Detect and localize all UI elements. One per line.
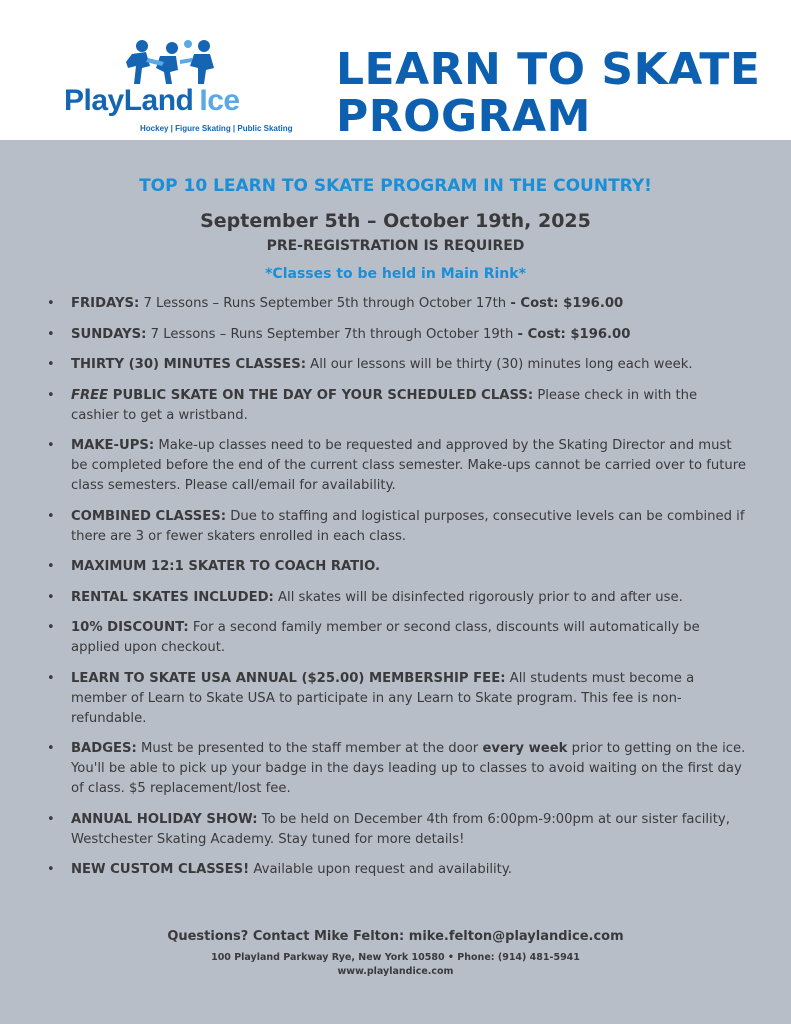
- list-item: • FREE PUBLIC SKATE ON THE DAY OF YOUR SCHEDULED CLASS: Please check in with the cashier to get a wristband.: [44, 386, 748, 426]
- address-line: 100 Playland Parkway Rye, New York 10580 • Phone: (914) 481-5941: [211, 952, 580, 963]
- list-item: • BADGES: Must be presented to the staff member at the door every week prior to getting on the ice. You'll be able to pick up your badge in the days leading up to classes to avoid waiting on the first day of class. $5 replacement/lost fee.: [44, 739, 748, 799]
- list-item: • RENTAL SKATES INCLUDED: All skates will be disinfected rigorously prior to and after use.: [44, 588, 748, 608]
- logo-tagline: Hockey | Figure Skating | Public Skating: [140, 124, 293, 133]
- list-item: • SUNDAYS: 7 Lessons – Runs September 7th through October 19th - Cost: $196.00: [44, 325, 748, 345]
- title-line-1: LEARN TO SKATE: [336, 44, 761, 95]
- logo-wordmark: PlayLand Ice: [64, 84, 240, 117]
- list-item: • ANNUAL HOLIDAY SHOW: To be held on December 4th from 6:00pm-9:00pm at our sister facility, Westchester Skating Academy. Stay tuned for more details!: [44, 810, 748, 850]
- program-dates: September 5th – October 19th, 2025: [200, 210, 591, 232]
- skaters-logo-icon: [120, 38, 230, 90]
- playland-ice-logo: [64, 38, 294, 138]
- list-item: • THIRTY (30) MINUTES CLASSES: All our lessons will be thirty (30) minutes long each week.: [44, 355, 748, 375]
- list-item: • FRIDAYS: 7 Lessons – Runs September 5th through October 17th - Cost: $196.00: [44, 294, 748, 314]
- list-item: • LEARN TO SKATE USA ANNUAL ($25.00) MEMBERSHIP FEE: All students must become a member of Learn to Skate USA to participate in any Learn to Skate program. This fee is non-refundable.: [44, 669, 748, 729]
- list-item: • MAKE-UPS: Make-up classes need to be requested and approved by the Skating Director and must be completed before the end of the current class semester. Make-ups cannot be carried over to future class semesters. Please call/email for availability.: [44, 436, 748, 496]
- list-item: • NEW CUSTOM CLASSES! Available upon request and availability.: [44, 860, 748, 880]
- headline: TOP 10 LEARN TO SKATE PROGRAM IN THE COUNTRY!: [139, 176, 652, 196]
- list-item: • COMBINED CLASSES: Due to staffing and logistical purposes, consecutive levels can be combined if there are 3 or fewer skaters enrolled in each class.: [44, 507, 748, 547]
- page-title: [336, 46, 760, 140]
- header: [0, 0, 791, 140]
- contact-line: Questions? Contact Mike Felton: mike.felton@playlandice.com: [167, 929, 624, 944]
- title-line-2: PROGRAM: [336, 91, 591, 142]
- list-item: • MAXIMUM 12:1 SKATER TO COACH RATIO.: [44, 557, 748, 577]
- list-item: • 10% DISCOUNT: For a second family member or second class, discounts will automatically be applied upon checkout.: [44, 618, 748, 658]
- program-details-list: [44, 294, 748, 891]
- preregistration-note: PRE-REGISTRATION IS REQUIRED: [266, 238, 525, 254]
- website-line: www.playlandice.com: [337, 966, 454, 977]
- location-note: *Classes to be held in Main Rink*: [265, 266, 526, 282]
